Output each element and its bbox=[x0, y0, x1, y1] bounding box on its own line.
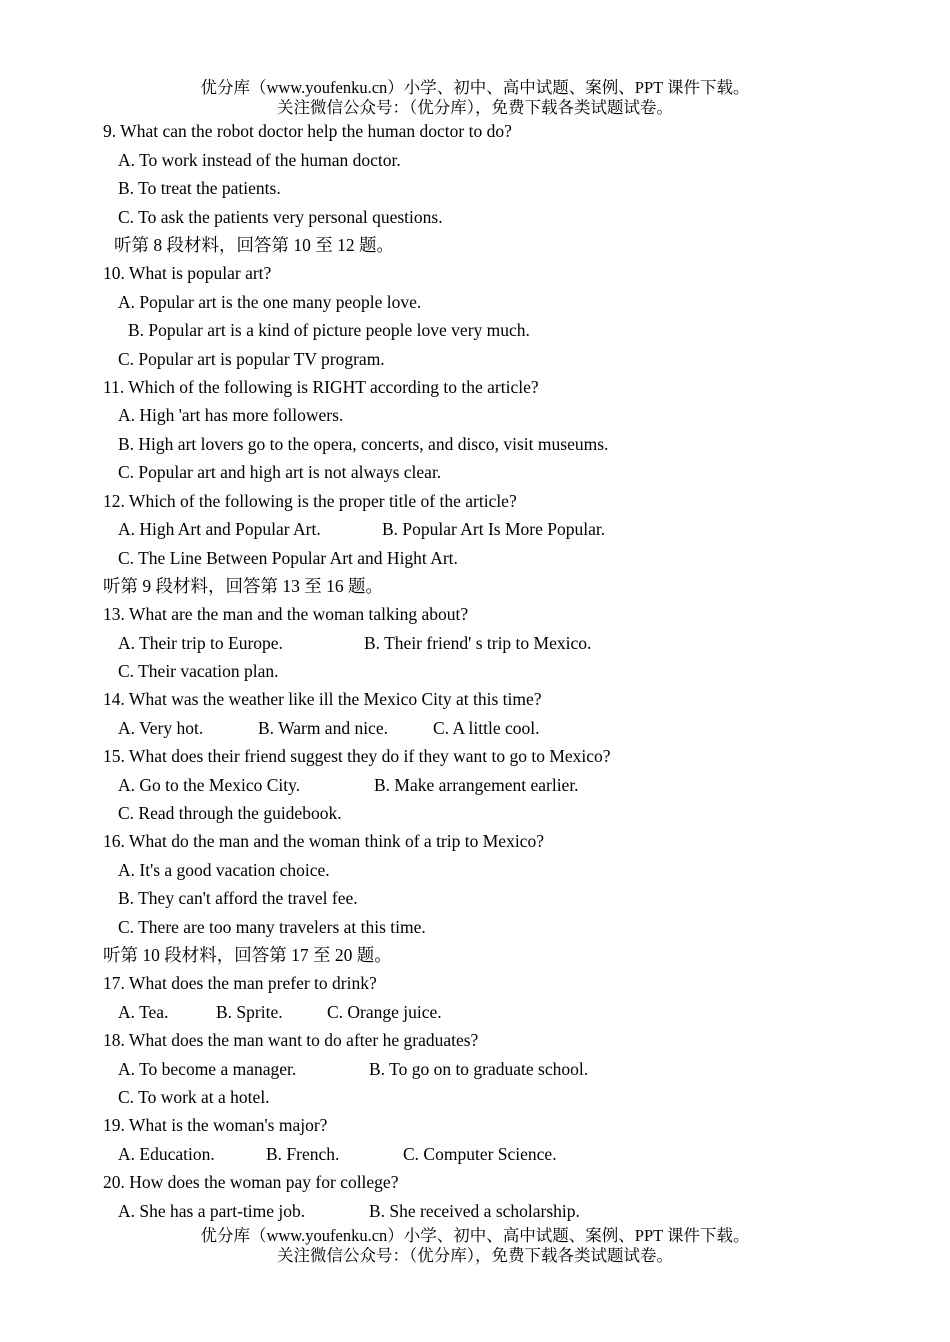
q14-option-a: A. Very hot. bbox=[118, 718, 204, 738]
q16-option-c: C. There are too many travelers at this time. bbox=[118, 917, 426, 937]
q13-option-a: A. Their trip to Europe. bbox=[118, 633, 283, 653]
page-footer-line-2: 关注微信公众号：（优分库），免费下载各类试题试卷。 bbox=[277, 1246, 673, 1265]
q12-option-c: C. The Line Between Popular Art and Hight Art. bbox=[118, 548, 458, 568]
q19-options-row bbox=[0, 1143, 950, 1165]
q12-option-b: B. Popular Art Is More Popular. bbox=[382, 519, 606, 539]
q13-option-b: B. Their friend' s trip to Mexico. bbox=[364, 633, 592, 653]
q10-option-c: C. Popular art is popular TV program. bbox=[118, 349, 385, 369]
section-10-instruction: 听第 10 段材料，回答第 17 至 20 题。 bbox=[103, 945, 392, 965]
q16-option-a: A. It's a good vacation choice. bbox=[118, 860, 330, 880]
question-19: 19. What is the woman's major? bbox=[103, 1115, 328, 1135]
question-15: 15. What does their friend suggest they do if they want to go to Mexico? bbox=[103, 746, 611, 766]
q19-option-a: A. Education. bbox=[118, 1144, 215, 1164]
q18-option-c: C. To work at a hotel. bbox=[118, 1087, 270, 1107]
question-11: 11. Which of the following is RIGHT according to the article? bbox=[103, 377, 539, 397]
q9-option-c: C. To ask the patients very personal questions. bbox=[118, 207, 443, 227]
q15-option-c: C. Read through the guidebook. bbox=[118, 803, 342, 823]
q14-options-row bbox=[0, 717, 950, 739]
q12-option-a: A. High Art and Popular Art. bbox=[118, 519, 321, 539]
section-9-instruction: 听第 9 段材料，回答第 13 至 16 题。 bbox=[103, 576, 383, 596]
q17-option-c: C. Orange juice. bbox=[327, 1002, 442, 1022]
q9-option-b: B. To treat the patients. bbox=[118, 178, 281, 198]
q14-option-b: B. Warm and nice. bbox=[258, 718, 388, 738]
q20-option-b: B. She received a scholarship. bbox=[369, 1201, 580, 1221]
page-header-line-1: 优分库（www.youfenku.cn）小学、初中、高中试题、案例、PPT 课件下载。 bbox=[200, 78, 750, 97]
q17-options-row bbox=[0, 1001, 950, 1023]
q11-option-c: C. Popular art and high art is not always clear. bbox=[118, 462, 442, 482]
q13-options-row-1 bbox=[0, 632, 950, 654]
q15-option-b: B. Make arrangement earlier. bbox=[374, 775, 579, 795]
question-16: 16. What do the man and the woman think of a trip to Mexico? bbox=[103, 831, 544, 851]
q9-option-a: A. To work instead of the human doctor. bbox=[118, 150, 401, 170]
q11-option-a: A. High 'art has more followers. bbox=[118, 405, 344, 425]
q10-option-a: A. Popular art is the one many people love. bbox=[118, 292, 422, 312]
q14-option-c: C. A little cool. bbox=[433, 718, 540, 738]
q17-option-a: A. Tea. bbox=[118, 1002, 169, 1022]
q13-option-c: C. Their vacation plan. bbox=[118, 661, 279, 681]
question-17: 17. What does the man prefer to drink? bbox=[103, 973, 377, 993]
question-20: 20. How does the woman pay for college? bbox=[103, 1172, 399, 1192]
q17-option-b: B. Sprite. bbox=[216, 1002, 283, 1022]
q19-option-b: B. French. bbox=[266, 1144, 340, 1164]
page-footer-line-1: 优分库（www.youfenku.cn）小学、初中、高中试题、案例、PPT 课件下载。 bbox=[200, 1226, 750, 1245]
q15-option-a: A. Go to the Mexico City. bbox=[118, 775, 301, 795]
question-9: 9. What can the robot doctor help the human doctor to do? bbox=[103, 121, 512, 141]
q20-option-a: A. She has a part-time job. bbox=[118, 1201, 306, 1221]
question-14: 14. What was the weather like ill the Mexico City at this time? bbox=[103, 689, 542, 709]
question-18: 18. What does the man want to do after he graduates? bbox=[103, 1030, 479, 1050]
q18-option-b: B. To go on to graduate school. bbox=[369, 1059, 589, 1079]
q16-option-b: B. They can't afford the travel fee. bbox=[118, 888, 358, 908]
question-10: 10. What is popular art? bbox=[103, 263, 272, 283]
question-13: 13. What are the man and the woman talking about? bbox=[103, 604, 469, 624]
q20-options-row bbox=[0, 1200, 950, 1222]
q11-option-b: B. High art lovers go to the opera, concerts, and disco, visit museums. bbox=[118, 434, 609, 454]
q10-option-b: B. Popular art is a kind of picture people love very much. bbox=[128, 320, 530, 340]
q18-options-row-1 bbox=[0, 1058, 950, 1080]
page-header-line-2: 关注微信公众号：（优分库），免费下载各类试题试卷。 bbox=[277, 98, 673, 117]
q19-option-c: C. Computer Science. bbox=[403, 1144, 557, 1164]
question-12: 12. Which of the following is the proper title of the article? bbox=[103, 491, 517, 511]
section-8-instruction: 听第 8 段材料，回答第 10 至 12 题。 bbox=[114, 235, 394, 255]
q12-options-row-1 bbox=[0, 518, 950, 540]
q15-options-row-1 bbox=[0, 774, 950, 796]
q18-option-a: A. To become a manager. bbox=[118, 1059, 297, 1079]
